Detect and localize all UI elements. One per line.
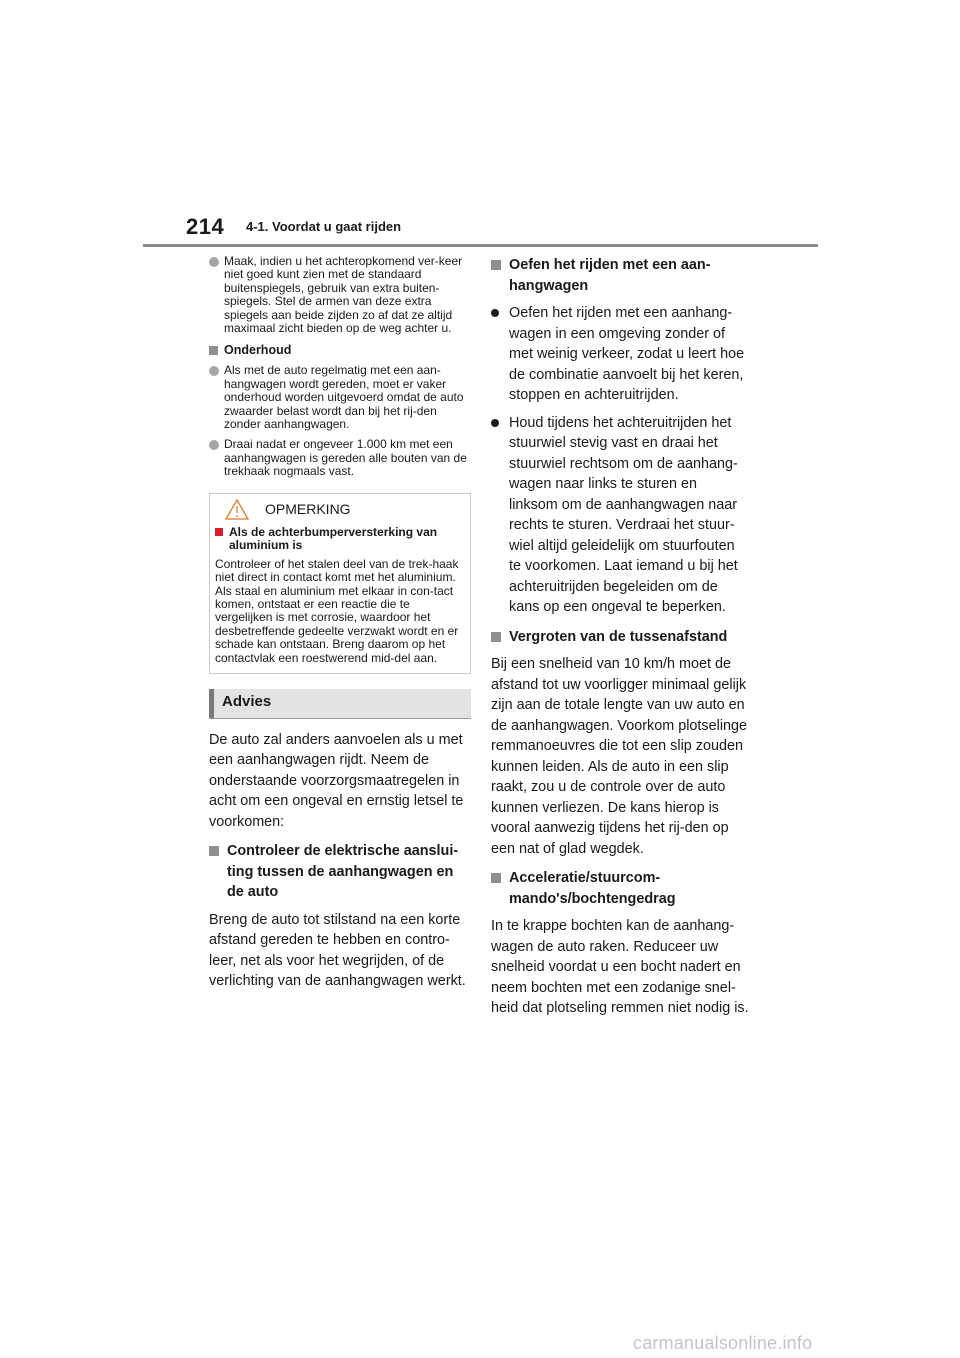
list-item — [209, 255, 471, 335]
subheading-check-connection — [209, 841, 471, 903]
subheading-distance — [491, 627, 749, 648]
list-item — [209, 364, 471, 431]
watermark: carmanualsonline.info — [633, 1333, 813, 1353]
notice-title: OPMERKING — [265, 500, 351, 517]
check-paragraph: Breng de auto tot stilstand na een korte afstand gereden te hebben en contro-leer, net als voor het wegrijden, of de verlichting van de aanhangwagen werkt. — [209, 911, 466, 990]
subheading-text: Acceleratie/stuurcom-mando's/bochtengedrag — [509, 870, 676, 907]
subheading-onderhoud — [209, 343, 471, 358]
bullet-text: Als met de auto regelmatig met een aan-hangwagen wordt gereden, moet er vaker onderhoud worden uitgevoerd omdat de auto zwaarder belast wordt dan bij het rij-den zonder aanhangwagen. — [224, 363, 464, 432]
square-bullet-icon — [491, 632, 501, 642]
bullet-text: Houd tijdens het achteruitrijden het stuurwiel stevig vast en draai het stuurwiel rechtsom om de aanhang-wagen naar links te sturen en linksom om de aanhangwagen naar rechts te sturen. Verdraai het stuur-wiel altijd geleidelijk om stuurfouten te voorkomen. Laat iemand u bij het achteruitrijden begeleiden om de kans op een ongeval te beperken. — [509, 414, 738, 615]
bullet-icon — [491, 419, 499, 427]
subheading-text: Controleer de elektrische aanslui-ting tussen de aanhangwagen en de auto — [227, 843, 459, 901]
warning-triangle-icon — [225, 499, 249, 520]
square-bullet-icon — [215, 528, 223, 536]
notice-text: Controleer of het stalen deel van de trek-haak niet direct in contact komt met het aluminium. Als staal en aluminium met elkaar in con-tact komen, ontstaat er een reactie die te vergelijken is met corrosie, waardoor het desbetreffende gedeelte verzwakt wordt en er schade kan ontstaan. Breng daarom op het contactvlak een roestwerend mid-del aan. — [215, 556, 459, 665]
notice-subheading — [215, 526, 464, 553]
distance-paragraph: Bij een snelheid van 10 km/h moet de afstand tot uw voorligger minimaal gelijk zijn aan de totale lengte van uw auto en de aanhangwagen. Voorkom plotselinge remmanoeuvres die tot een slip zouden kunnen leiden. Als de auto in een slip raakt, zou u de controle over de auto kunnen verliezen. De kans hierop is vooral aanwezig tijdens het rij-den op een nat of glad wegdek. — [491, 656, 748, 857]
square-bullet-icon — [209, 846, 219, 856]
advies-title: Advies — [222, 692, 272, 710]
right-column — [491, 255, 749, 1019]
notice-header — [215, 494, 464, 526]
list-item — [491, 413, 749, 618]
list-item — [491, 303, 749, 406]
subheading-text: Onderhoud — [224, 343, 292, 358]
square-bullet-icon — [209, 346, 218, 355]
left-column — [209, 255, 471, 992]
subheading-acceleration — [491, 868, 749, 909]
bullet-icon — [209, 257, 219, 267]
subheading-text: Vergroten van de tussenafstand — [509, 628, 728, 645]
bullet-icon — [209, 366, 219, 376]
notice-box — [209, 493, 471, 674]
subheading-text: Oefen het rijden met een aan-hangwagen — [509, 257, 711, 294]
bullet-text: Maak, indien u het achteropkomend ver-keer niet goed kunt zien met de standaard buitenspiegels, gebruik van extra buiten-spiegels. Stel de armen van deze extra spiegels aan beide zijden zo af dat ze altijd maximaal zicht bieden op de weg achter u. — [224, 254, 463, 336]
square-bullet-icon — [491, 873, 501, 883]
banner-accent — [209, 689, 214, 718]
acceleration-paragraph: In te krappe bochten kan de aanhang-wagen de auto raken. Reduceer uw snelheid voordat u een bocht nadert en neem bochten met een zodanige snel-heid dat plotseling remmen niet nodig is. — [491, 918, 749, 1016]
advies-banner — [209, 689, 471, 719]
list-item — [209, 438, 471, 478]
bullet-icon — [209, 440, 219, 450]
header-divider — [143, 244, 818, 247]
bullet-icon — [491, 309, 499, 317]
notice-subheading-text: Als de achterbumperversterking van aluminium is — [229, 524, 438, 553]
intro-paragraph: De auto zal anders aanvoelen als u met een aanhangwagen rijdt. Neem de onderstaande voorzorgsmaatregelen in acht om een ongeval en ernstig letsel te voorkomen: — [209, 731, 464, 830]
bullet-text: Oefen het rijden met een aanhang-wagen in een omgeving zonder of met weinig verkeer, zodat u leert hoe de combinatie aanvoelt bij het keren, stoppen en achteruitrijden. — [509, 305, 745, 403]
page-number: 214 — [186, 214, 225, 239]
section-title: 4-1. Voordat u gaat rijden — [246, 219, 402, 234]
subheading-practice — [491, 255, 749, 296]
square-bullet-icon — [491, 260, 501, 270]
bullet-text: Draai nadat er ongeveer 1.000 km met een aanhangwagen is gereden alle bouten van de trekhaak nogmaals vast. — [224, 437, 467, 479]
